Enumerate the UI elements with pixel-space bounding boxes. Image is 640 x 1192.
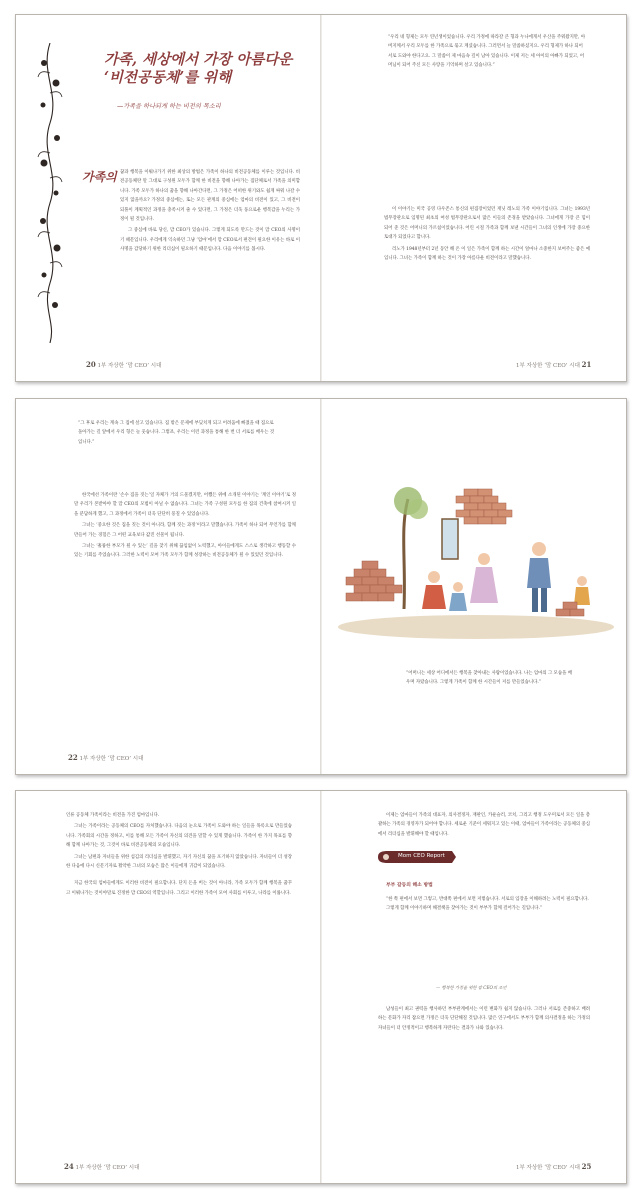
page-number: 22 bbox=[68, 753, 78, 762]
running-head: 1부 자상한 ‘맘 CEO’ 시대 bbox=[516, 1165, 580, 1171]
paragraph: 지금 한국의 엄마들에게도 이러한 비전이 필요합니다. 단지 돈을 버는 것이 아니라, 가족 모두가 함께 행복을 꿈꾸고 이뤄나가는 것이야말로 진정한 맘 CEO의 역할입니다. 그리고 이러한 가족이 모여 사회를 이루고, 나라를 이룹니다. bbox=[66, 881, 292, 896]
page-25-intro bbox=[378, 811, 590, 841]
page-footer bbox=[86, 360, 161, 369]
running-head: 1부 자상한 ‘맘 CEO’ 시대 bbox=[516, 363, 580, 369]
page-22-body bbox=[74, 491, 296, 563]
paragraph: 남성들이 최고 권력을 행사하던 부부관계에서는 이런 변화가 쉽지 않습니다. 그러나 서로를 존중하고 배려하는 문화가 자리 잡으면 가정은 더욱 단단해질 것입니다. 많은 연구에서도 부부가 함께 의사결정을 하는 가정의 자녀들이 더 안정적이고 행복하게 자란다는 결과가 나와 있습니다. bbox=[378, 1007, 590, 1031]
page-21-quote: “우리 네 형제는 모두 연년생이었습니다. 우리 가정에 따라갈 큰 형과 누나에게서 우산을 주워왔지만, 아버지께서 우리 모두를 한 가족으로 묶고 계셨습니다. 그러면서 늘 말씀하셨지요. 우리 형제가 하나 되어 서로 도와야 한다고요. 그 말씀이 제 마음속 깊이 남아 있습니다. 이제 저는 세 아이의 아빠가 되었고, 어머님이 되어 주신 모든 사랑을 기억하며 살고 있습니다.” bbox=[388, 35, 586, 69]
paragraph: 인류 공동체 가족이라는 비전을 가진 엄마입니다. bbox=[66, 813, 160, 818]
badge-dot-icon bbox=[383, 854, 389, 860]
gutter bbox=[320, 399, 322, 774]
paragraph: 그녀는 ‘중요한 것은 집을 짓는 것이 아니라, 함께 짓는 과정’이라고 말했습니다. 가족이 하나 되어 무언가를 함께 만들어 가는 경험은 그 어떤 교육보다 값진 선물이 됩니다. bbox=[74, 523, 296, 538]
page-24-body bbox=[66, 811, 292, 900]
page-21-body bbox=[384, 205, 590, 265]
page-footer bbox=[64, 1162, 139, 1171]
paragraph: 그녀는 남편과 자녀들을 위한 섬김의 리더십을 발휘했고, 자기 자신의 꿈을 포기하지 않았습니다. 자녀들이 더 성장한 다음에 다시 신문기자로 활약한 그녀의 모습은 많은 이들에게 귀감이 되었습니다. bbox=[66, 854, 292, 870]
quote-source: — 행복한 가정을 위한 맘 CEO의 조언 bbox=[436, 985, 507, 990]
page-number: 20 bbox=[86, 360, 96, 369]
paragraph: 한국에선 가족이란 ‘손수 집을 짓는’일 자체가 거의 드물겠지만, 어쨌든 위에 소개된 이야기는 ‘계인 이야기’로 정말 우리가 본받아야 할 맘 CEO의 모범이 아닐 수 없습니다. 그녀는 가족 구성원 모두를 한 집의 건축에 참여시켜 일을 분담하게 했고, 그 과정에서 가족이 더욱 단단히 뭉칠 수 있었습니다. bbox=[74, 493, 296, 517]
page-number: 24 bbox=[64, 1162, 74, 1171]
page-footer bbox=[68, 753, 143, 762]
page-25-body bbox=[378, 1005, 590, 1035]
page-footer bbox=[516, 1162, 591, 1171]
page-22-quote: “그 후로 우리는 계속 그 집에 살고 있습니다. 집 밖은 문제에 부딪치게 되고 어려움에 빠졌을 때 집으로 돌아가는 길 앞에서 우리 형은 늘 웃습니다. 그렇죠, 우리는 이런 과정을 통해 한 번 더 서로를 배우는 것입니다.” bbox=[78, 421, 275, 445]
page-number: 25 bbox=[581, 1162, 592, 1171]
family-building-illustration bbox=[334, 459, 618, 639]
page-number: 21 bbox=[581, 360, 592, 369]
paragraph: 리노가 1948년부터 2년 동안 해 온 이 일은 가족이 함께 하는 시간이 얼마나 소중한지 보여주는 좋은 예입니다. 그녀는 가족이 함께 하는 것이 가장 아름다운 비전이라고 말했습니다. bbox=[384, 246, 590, 262]
floral-vine-ornament bbox=[36, 43, 64, 343]
gutter bbox=[320, 791, 322, 1183]
dropcap-word: 가족의 bbox=[82, 170, 117, 184]
badge-label: Mom CEO Report bbox=[398, 853, 445, 859]
section-heading: 부부 갈등의 해소 방법 bbox=[386, 882, 433, 888]
paragraph: 이 이야기는 미국 공영 다우존스 통신의 편집장이었던 재닛 레노의 가족 이야기입니다. 그녀는 1993년 법무장관으로 임명된 최초의 여성 법무장관으로서 많은 이들의 존경을 받았습니다. 그녀에게 가장 큰 힘이 되어 준 것은 어머니의 가르침이었습니다. 어린 시절 가족과 함께 보낸 시간들이 그녀의 인생에 가장 중요한 토대가 되었다고 합니다. bbox=[384, 207, 590, 241]
illustration-caption: “어머니는 세상 어디에서든 행복을 찾아내는 사람이었습니다. 나는 엄마의 그 모습을 배우며 자랐습니다. 그렇게 가족이 함께 한 시간들이 저를 만들었습니다.” bbox=[406, 671, 573, 686]
gutter bbox=[320, 15, 322, 381]
paragraph: 그녀는 가족이라는 공동체의 CEO를 자처했습니다. 다음의 눈으로 가족이 도와야 하는 일들을 목록으로 만들었습니다. 가족회의 시간을 정하고, 이를 통해 모든 가족이 자신의 의견을 말할 수 있게 했습니다. 가족이 한 가지 목표를 향해 함께 나아가는 것, 그것이 바로 비전공동체의 모습입니다. bbox=[66, 824, 292, 849]
running-head: 1부 자상한 ‘맘 CEO’ 시대 bbox=[97, 363, 162, 369]
spread-pages-20-21 bbox=[15, 14, 627, 382]
page-25-quote: “한 쪽 편에서 보면 그렇고, 반대쪽 편에서 보면 저렇습니다. 서로의 입장을 이해하려는 노력이 필요합니다. 그렇게 함께 이야기하며 해결책을 찾아가는 것이 부부가 함께 걸어가는 길입니다.” bbox=[386, 897, 589, 912]
spread-pages-22-23 bbox=[15, 398, 627, 775]
running-head: 1부 자상한 ‘맘 CEO’ 시대 bbox=[75, 1165, 140, 1171]
chapter-subtitle: —가족을 하나되게 하는 비전의 목소리 bbox=[117, 103, 221, 110]
paragraph: 그 중심에 바로 당신, 맘 CEO가 있습니다. 그렇게 되도록 만드는 것이 맘 CEO의 사명이기 때문입니다. 우리에게 익숙하던 그냥 ‘엄마’에서 맘 CEO로서 편견이 필요한 이유는 바로 이 사명을 감당하기 위한 리더십이 필요하기 때문입니다. 다음 이야기를 봅시다. bbox=[120, 228, 300, 253]
running-head: 1부 자상한 ‘맘 CEO’ 시대 bbox=[79, 756, 144, 762]
paragraph: 꿈과 행복을 이뤄나가기 위한 최상의 방법은 가족이 하나의 비전공동체를 이루는 것입니다. 비전공동체란 말 그대로 구성원 모두가 함께 한 비전을 향해 나아가는 집단체로서 가족을 의미합니다. 가족 모두가 하나의 꿈을 향해 나아간다면, 그 가정은 어떠한 위기와도 쉽게 싸워 나갈 수 있지 않을까요? 가정의 중심에는, 또는 모든 관계의 중심에는 엄마의 비전이 있고, 그 비전이 되풀이 계획적인 과정을 충족시켜 줄 수 있다면, 그 가정은 더욱 풍요로운 행복감을 누리는 가정이 될 것입니다. bbox=[120, 170, 300, 223]
page-20-body bbox=[120, 168, 300, 257]
chapter-title: 가족, 세상에서 가장 아름다운 ‘비전공동체’를 위해 bbox=[104, 51, 293, 86]
paragraph: 이제는 엄마들이 가족의 대표자, 의사결정자, 재판인, 카운슬러, 코치, 그리고 행정 도우미로서 모든 일을 총괄하는 가족의 경영자가 되어야 합니다. 세로운 기준이 세워지고 있는 이때, 엄마들이 가족이라는 공동체의 중심에서 리더십을 발휘해야 할 때입니다. bbox=[378, 813, 590, 837]
page-footer bbox=[516, 360, 591, 369]
paragraph: 그녀는 ‘훌륭한 부모가 될 수 있는’ 길을 찾기 위해 끊임없이 노력했고, 아이들에게도 스스로 생각하고 행동할 수 있는 기회를 주었습니다. 그러한 노력이 모여 가족 모두가 함께 성장하는 비전공동체가 될 수 있었던 것입니다. bbox=[74, 544, 296, 559]
spread-pages-24-25 bbox=[15, 790, 627, 1184]
